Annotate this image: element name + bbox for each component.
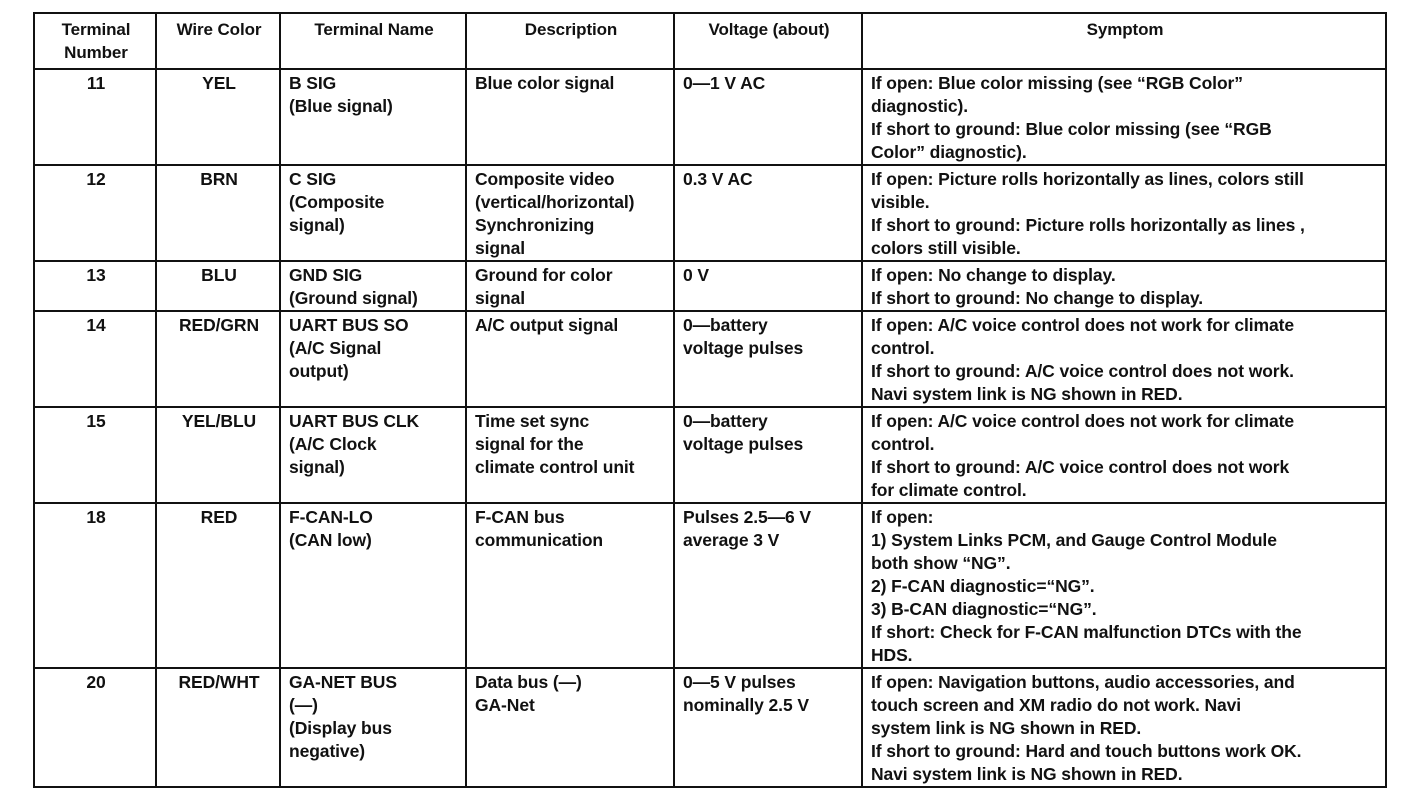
voltage-cell: 0—5 V pulses nominally 2.5 V (674, 668, 862, 787)
voltage-cell: Pulses 2.5—6 V average 3 V (674, 503, 862, 668)
symptom-cell: If open: Picture rolls horizontally as lines, colors still visible. If short to ground: Picture rolls horizontally as lines , colors still visible. (862, 165, 1386, 261)
terminal-name-cell: F-CAN-LO (CAN low) (280, 503, 466, 668)
table-row (34, 407, 1386, 503)
wire-color-cell: BLU (156, 261, 280, 311)
description-cell: F-CAN bus communication (466, 503, 674, 668)
voltage-cell: 0 V (674, 261, 862, 311)
voltage-cell: 0—1 V AC (674, 69, 862, 165)
table-row (34, 69, 1386, 165)
symptom-cell: If open: 1) System Links PCM, and Gauge Control Module both show “NG”. 2) F-CAN diagnostic=“NG”. 3) B-CAN diagnostic=“NG”. If short: Check for F-CAN malfunction DTCs with the HDS. (862, 503, 1386, 668)
wire-color-cell: BRN (156, 165, 280, 261)
header-terminal-name: Terminal Name (280, 13, 466, 69)
description-cell: Ground for color signal (466, 261, 674, 311)
voltage-cell: 0.3 V AC (674, 165, 862, 261)
description-cell: Time set sync signal for the climate control unit (466, 407, 674, 503)
symptom-cell: If open: Navigation buttons, audio accessories, and touch screen and XM radio do not work. Navi system link is NG shown in RED. If short to ground: Hard and touch buttons work OK. Navi system link is NG shown in RED. (862, 668, 1386, 787)
table-row (34, 261, 1386, 311)
terminal-number-cell: 20 (34, 668, 156, 787)
terminal-number-cell: 11 (34, 69, 156, 165)
table-row (34, 165, 1386, 261)
terminal-name-cell: B SIG (Blue signal) (280, 69, 466, 165)
description-cell: Data bus (—) GA-Net (466, 668, 674, 787)
header-description: Description (466, 13, 674, 69)
wire-color-cell: YEL (156, 69, 280, 165)
symptom-cell: If open: A/C voice control does not work for climate control. If short to ground: A/C voice control does not work for climate control. (862, 407, 1386, 503)
header-symptom: Symptom (862, 13, 1386, 69)
terminal-number-cell: 18 (34, 503, 156, 668)
wire-color-cell: RED (156, 503, 280, 668)
symptom-cell: If open: Blue color missing (see “RGB Color” diagnostic). If short to ground: Blue color missing (see “RGB Color” diagnostic). (862, 69, 1386, 165)
table-row (34, 668, 1386, 787)
terminal-name-cell: GA-NET BUS (—) (Display bus negative) (280, 668, 466, 787)
description-cell: A/C output signal (466, 311, 674, 407)
header-terminal-number: Terminal Number (34, 13, 156, 69)
wire-color-cell: RED/GRN (156, 311, 280, 407)
terminal-reference-sheet (33, 12, 1387, 788)
description-cell: Blue color signal (466, 69, 674, 165)
terminal-number-cell: 15 (34, 407, 156, 503)
wire-color-cell: RED/WHT (156, 668, 280, 787)
table-row (34, 503, 1386, 668)
table-row (34, 311, 1386, 407)
terminal-number-cell: 12 (34, 165, 156, 261)
terminal-name-cell: C SIG (Composite signal) (280, 165, 466, 261)
description-cell: Composite video (vertical/horizontal) Synchronizing signal (466, 165, 674, 261)
wire-color-cell: YEL/BLU (156, 407, 280, 503)
voltage-cell: 0—battery voltage pulses (674, 407, 862, 503)
header-wire-color: Wire Color (156, 13, 280, 69)
terminal-name-cell: UART BUS CLK (A/C Clock signal) (280, 407, 466, 503)
terminal-name-cell: GND SIG (Ground signal) (280, 261, 466, 311)
terminal-number-cell: 13 (34, 261, 156, 311)
terminal-table (33, 12, 1387, 788)
voltage-cell: 0—battery voltage pulses (674, 311, 862, 407)
symptom-cell: If open: No change to display. If short to ground: No change to display. (862, 261, 1386, 311)
terminal-name-cell: UART BUS SO (A/C Signal output) (280, 311, 466, 407)
symptom-cell: If open: A/C voice control does not work for climate control. If short to ground: A/C voice control does not work. Navi system link is NG shown in RED. (862, 311, 1386, 407)
header-voltage: Voltage (about) (674, 13, 862, 69)
header-row (34, 13, 1386, 69)
terminal-number-cell: 14 (34, 311, 156, 407)
